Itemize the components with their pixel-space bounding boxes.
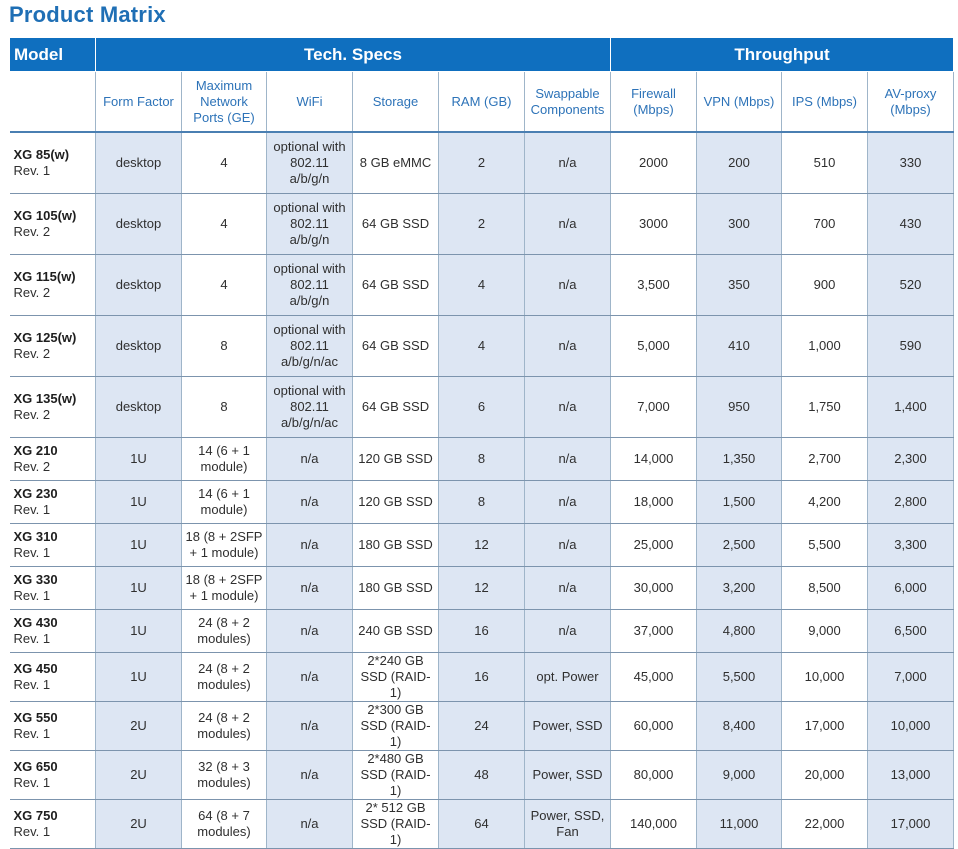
model-header: Model bbox=[10, 38, 96, 72]
col-vpn: VPN (Mbps) bbox=[697, 72, 782, 133]
av-proxy-cell: 13,000 bbox=[868, 750, 954, 799]
max-ports-cell: 14 (6 + 1 module) bbox=[182, 437, 267, 480]
firewall-cell: 7,000 bbox=[611, 376, 697, 437]
table-body bbox=[10, 132, 954, 848]
ram-cell: 4 bbox=[439, 315, 525, 376]
ips-cell: 1,000 bbox=[782, 315, 868, 376]
model-revision: Rev. 1 bbox=[13, 162, 51, 178]
firewall-cell: 80,000 bbox=[611, 750, 697, 799]
ips-cell: 700 bbox=[782, 193, 868, 254]
wifi-cell: optional with 802.11 a/b/g/n bbox=[267, 193, 353, 254]
model-name: XG 310 bbox=[13, 528, 58, 544]
model-name: XG 550 bbox=[13, 709, 58, 725]
swappable-cell: n/a bbox=[525, 254, 611, 315]
wifi-cell: optional with 802.11 a/b/g/n bbox=[267, 132, 353, 193]
model-revision: Rev. 1 bbox=[13, 774, 51, 790]
max-ports-cell: 4 bbox=[182, 193, 267, 254]
ram-cell: 2 bbox=[439, 132, 525, 193]
firewall-cell: 18,000 bbox=[611, 480, 697, 523]
max-ports-cell: 4 bbox=[182, 132, 267, 193]
ram-cell: 16 bbox=[439, 609, 525, 652]
ram-cell: 12 bbox=[439, 566, 525, 609]
av-proxy-cell: 6,000 bbox=[868, 566, 954, 609]
form-factor-cell: 1U bbox=[96, 437, 182, 480]
firewall-cell: 2000 bbox=[611, 132, 697, 193]
firewall-cell: 5,000 bbox=[611, 315, 697, 376]
model-revision: Rev. 2 bbox=[13, 406, 51, 422]
ram-cell: 8 bbox=[439, 437, 525, 480]
model-cell bbox=[10, 315, 96, 376]
swappable-cell: n/a bbox=[525, 132, 611, 193]
model-cell bbox=[10, 254, 96, 315]
ram-cell: 12 bbox=[439, 523, 525, 566]
model-cell bbox=[10, 132, 96, 193]
storage-cell: 8 GB eMMC bbox=[353, 132, 439, 193]
max-ports-cell: 64 (8 + 7 modules) bbox=[182, 799, 267, 848]
table-row bbox=[10, 376, 954, 437]
av-proxy-cell: 6,500 bbox=[868, 609, 954, 652]
max-ports-cell: 24 (8 + 2 modules) bbox=[182, 701, 267, 750]
column-header-row bbox=[10, 72, 954, 133]
page-title: Product Matrix bbox=[9, 2, 166, 27]
model-cell bbox=[10, 193, 96, 254]
form-factor-cell: desktop bbox=[96, 132, 182, 193]
firewall-cell: 25,000 bbox=[611, 523, 697, 566]
model-cell bbox=[10, 750, 96, 799]
table-row bbox=[10, 799, 954, 848]
max-ports-cell: 32 (8 + 3 modules) bbox=[182, 750, 267, 799]
ram-cell: 8 bbox=[439, 480, 525, 523]
av-proxy-cell: 590 bbox=[868, 315, 954, 376]
ram-cell: 24 bbox=[439, 701, 525, 750]
col-storage: Storage bbox=[353, 72, 439, 133]
wifi-cell: n/a bbox=[267, 609, 353, 652]
wifi-cell: n/a bbox=[267, 750, 353, 799]
model-cell bbox=[10, 566, 96, 609]
vpn-cell: 1,500 bbox=[697, 480, 782, 523]
model-revision: Rev. 1 bbox=[13, 676, 51, 692]
col-firewall: Firewall (Mbps) bbox=[611, 72, 697, 133]
table-row bbox=[10, 480, 954, 523]
firewall-cell: 30,000 bbox=[611, 566, 697, 609]
ram-cell: 6 bbox=[439, 376, 525, 437]
av-proxy-cell: 520 bbox=[868, 254, 954, 315]
firewall-cell: 140,000 bbox=[611, 799, 697, 848]
table-row bbox=[10, 254, 954, 315]
model-name: XG 230 bbox=[13, 485, 58, 501]
form-factor-cell: desktop bbox=[96, 193, 182, 254]
max-ports-cell: 18 (8 + 2SFP + 1 module) bbox=[182, 523, 267, 566]
firewall-cell: 14,000 bbox=[611, 437, 697, 480]
firewall-cell: 45,000 bbox=[611, 652, 697, 701]
form-factor-cell: desktop bbox=[96, 254, 182, 315]
model-name: XG 210 bbox=[13, 442, 58, 458]
model-name: XG 750 bbox=[13, 807, 58, 823]
vpn-cell: 950 bbox=[697, 376, 782, 437]
firewall-cell: 60,000 bbox=[611, 701, 697, 750]
storage-cell: 180 GB SSD bbox=[353, 566, 439, 609]
max-ports-cell: 4 bbox=[182, 254, 267, 315]
model-cell bbox=[10, 376, 96, 437]
storage-cell: 180 GB SSD bbox=[353, 523, 439, 566]
vpn-cell: 4,800 bbox=[697, 609, 782, 652]
model-revision: Rev. 1 bbox=[13, 823, 51, 839]
model-revision: Rev. 1 bbox=[13, 544, 51, 560]
vpn-cell: 200 bbox=[697, 132, 782, 193]
ram-cell: 16 bbox=[439, 652, 525, 701]
ips-cell: 2,700 bbox=[782, 437, 868, 480]
group-header-row bbox=[10, 38, 954, 72]
wifi-cell: n/a bbox=[267, 799, 353, 848]
wifi-cell: n/a bbox=[267, 437, 353, 480]
swappable-cell: n/a bbox=[525, 566, 611, 609]
av-proxy-cell: 1,400 bbox=[868, 376, 954, 437]
wifi-cell: n/a bbox=[267, 566, 353, 609]
form-factor-cell: 1U bbox=[96, 523, 182, 566]
swappable-cell: n/a bbox=[525, 609, 611, 652]
ips-cell: 9,000 bbox=[782, 609, 868, 652]
table-row bbox=[10, 652, 954, 701]
model-name: XG 650 bbox=[13, 758, 58, 774]
ram-cell: 2 bbox=[439, 193, 525, 254]
form-factor-cell: 2U bbox=[96, 750, 182, 799]
av-proxy-cell: 430 bbox=[868, 193, 954, 254]
swappable-cell: Power, SSD bbox=[525, 701, 611, 750]
table-row bbox=[10, 750, 954, 799]
table-row bbox=[10, 609, 954, 652]
av-proxy-cell: 330 bbox=[868, 132, 954, 193]
model-revision: Rev. 1 bbox=[13, 630, 51, 646]
ram-cell: 64 bbox=[439, 799, 525, 848]
vpn-cell: 11,000 bbox=[697, 799, 782, 848]
model-revision: Rev. 2 bbox=[13, 284, 51, 300]
storage-cell: 2*480 GB SSD (RAID-1) bbox=[353, 750, 439, 799]
max-ports-cell: 8 bbox=[182, 376, 267, 437]
vpn-cell: 410 bbox=[697, 315, 782, 376]
model-name: XG 430 bbox=[13, 614, 58, 630]
ips-cell: 510 bbox=[782, 132, 868, 193]
swappable-cell: n/a bbox=[525, 523, 611, 566]
storage-cell: 2*300 GB SSD (RAID-1) bbox=[353, 701, 439, 750]
model-name: XG 450 bbox=[13, 660, 58, 676]
swappable-cell: n/a bbox=[525, 376, 611, 437]
ips-cell: 5,500 bbox=[782, 523, 868, 566]
vpn-cell: 8,400 bbox=[697, 701, 782, 750]
model-name: XG 135(w) bbox=[13, 390, 77, 406]
form-factor-cell: 1U bbox=[96, 566, 182, 609]
vpn-cell: 1,350 bbox=[697, 437, 782, 480]
table-row bbox=[10, 437, 954, 480]
col-swappable: Swappable Components bbox=[525, 72, 611, 133]
max-ports-cell: 8 bbox=[182, 315, 267, 376]
form-factor-cell: 2U bbox=[96, 799, 182, 848]
av-proxy-cell: 2,300 bbox=[868, 437, 954, 480]
storage-cell: 64 GB SSD bbox=[353, 376, 439, 437]
form-factor-cell: 1U bbox=[96, 609, 182, 652]
model-name: XG 125(w) bbox=[13, 329, 77, 345]
vpn-cell: 350 bbox=[697, 254, 782, 315]
swappable-cell: opt. Power bbox=[525, 652, 611, 701]
table-row bbox=[10, 132, 954, 193]
col-av-proxy: AV-proxy (Mbps) bbox=[868, 72, 954, 133]
max-ports-cell: 14 (6 + 1 module) bbox=[182, 480, 267, 523]
storage-cell: 64 GB SSD bbox=[353, 315, 439, 376]
model-revision: Rev. 2 bbox=[13, 223, 51, 239]
firewall-cell: 3,500 bbox=[611, 254, 697, 315]
storage-cell: 240 GB SSD bbox=[353, 609, 439, 652]
storage-cell: 64 GB SSD bbox=[353, 254, 439, 315]
model-cell bbox=[10, 480, 96, 523]
model-cell bbox=[10, 799, 96, 848]
vpn-cell: 300 bbox=[697, 193, 782, 254]
form-factor-cell: desktop bbox=[96, 315, 182, 376]
ram-cell: 4 bbox=[439, 254, 525, 315]
swappable-cell: n/a bbox=[525, 437, 611, 480]
ips-cell: 10,000 bbox=[782, 652, 868, 701]
av-proxy-cell: 3,300 bbox=[868, 523, 954, 566]
col-max-ports: Maximum Network Ports (GE) bbox=[182, 72, 267, 133]
wifi-cell: optional with 802.11 a/b/g/n/ac bbox=[267, 376, 353, 437]
ips-cell: 20,000 bbox=[782, 750, 868, 799]
table-row bbox=[10, 701, 954, 750]
storage-cell: 120 GB SSD bbox=[353, 480, 439, 523]
firewall-cell: 37,000 bbox=[611, 609, 697, 652]
col-wifi: WiFi bbox=[267, 72, 353, 133]
model-revision: Rev. 2 bbox=[13, 345, 51, 361]
model-subheader-blank bbox=[10, 72, 96, 133]
av-proxy-cell: 17,000 bbox=[868, 799, 954, 848]
vpn-cell: 9,000 bbox=[697, 750, 782, 799]
vpn-cell: 5,500 bbox=[697, 652, 782, 701]
col-ips: IPS (Mbps) bbox=[782, 72, 868, 133]
model-cell bbox=[10, 609, 96, 652]
table-row bbox=[10, 193, 954, 254]
col-form-factor: Form Factor bbox=[96, 72, 182, 133]
vpn-cell: 2,500 bbox=[697, 523, 782, 566]
vpn-cell: 3,200 bbox=[697, 566, 782, 609]
form-factor-cell: desktop bbox=[96, 376, 182, 437]
tech-specs-header: Tech. Specs bbox=[96, 38, 611, 72]
av-proxy-cell: 10,000 bbox=[868, 701, 954, 750]
model-revision: Rev. 1 bbox=[13, 587, 51, 603]
model-cell bbox=[10, 437, 96, 480]
ips-cell: 1,750 bbox=[782, 376, 868, 437]
ips-cell: 17,000 bbox=[782, 701, 868, 750]
model-name: XG 330 bbox=[13, 571, 58, 587]
model-cell bbox=[10, 523, 96, 566]
swappable-cell: n/a bbox=[525, 315, 611, 376]
av-proxy-cell: 2,800 bbox=[868, 480, 954, 523]
form-factor-cell: 1U bbox=[96, 480, 182, 523]
ram-cell: 48 bbox=[439, 750, 525, 799]
model-name: XG 115(w) bbox=[13, 268, 76, 284]
wifi-cell: n/a bbox=[267, 523, 353, 566]
wifi-cell: n/a bbox=[267, 701, 353, 750]
model-cell bbox=[10, 652, 96, 701]
swappable-cell: n/a bbox=[525, 193, 611, 254]
max-ports-cell: 24 (8 + 2 modules) bbox=[182, 609, 267, 652]
max-ports-cell: 24 (8 + 2 modules) bbox=[182, 652, 267, 701]
swappable-cell: Power, SSD, Fan bbox=[525, 799, 611, 848]
wifi-cell: n/a bbox=[267, 480, 353, 523]
form-factor-cell: 2U bbox=[96, 701, 182, 750]
product-matrix-table bbox=[9, 37, 954, 849]
model-cell bbox=[10, 701, 96, 750]
ips-cell: 8,500 bbox=[782, 566, 868, 609]
swappable-cell: n/a bbox=[525, 480, 611, 523]
ips-cell: 900 bbox=[782, 254, 868, 315]
model-name: XG 105(w) bbox=[13, 207, 77, 223]
wifi-cell: optional with 802.11 a/b/g/n bbox=[267, 254, 353, 315]
table-row bbox=[10, 523, 954, 566]
storage-cell: 2* 512 GB SSD (RAID-1) bbox=[353, 799, 439, 848]
model-name: XG 85(w) bbox=[13, 146, 70, 162]
throughput-header: Throughput bbox=[611, 38, 954, 72]
av-proxy-cell: 7,000 bbox=[868, 652, 954, 701]
firewall-cell: 3000 bbox=[611, 193, 697, 254]
table-row bbox=[10, 566, 954, 609]
model-revision: Rev. 2 bbox=[13, 458, 51, 474]
table-row bbox=[10, 315, 954, 376]
product-matrix-wrapper bbox=[9, 37, 954, 849]
storage-cell: 120 GB SSD bbox=[353, 437, 439, 480]
ips-cell: 22,000 bbox=[782, 799, 868, 848]
storage-cell: 2*240 GB SSD (RAID-1) bbox=[353, 652, 439, 701]
col-ram: RAM (GB) bbox=[439, 72, 525, 133]
form-factor-cell: 1U bbox=[96, 652, 182, 701]
ips-cell: 4,200 bbox=[782, 480, 868, 523]
storage-cell: 64 GB SSD bbox=[353, 193, 439, 254]
max-ports-cell: 18 (8 + 2SFP + 1 module) bbox=[182, 566, 267, 609]
swappable-cell: Power, SSD bbox=[525, 750, 611, 799]
wifi-cell: n/a bbox=[267, 652, 353, 701]
model-revision: Rev. 1 bbox=[13, 501, 51, 517]
wifi-cell: optional with 802.11 a/b/g/n/ac bbox=[267, 315, 353, 376]
model-revision: Rev. 1 bbox=[13, 725, 51, 741]
